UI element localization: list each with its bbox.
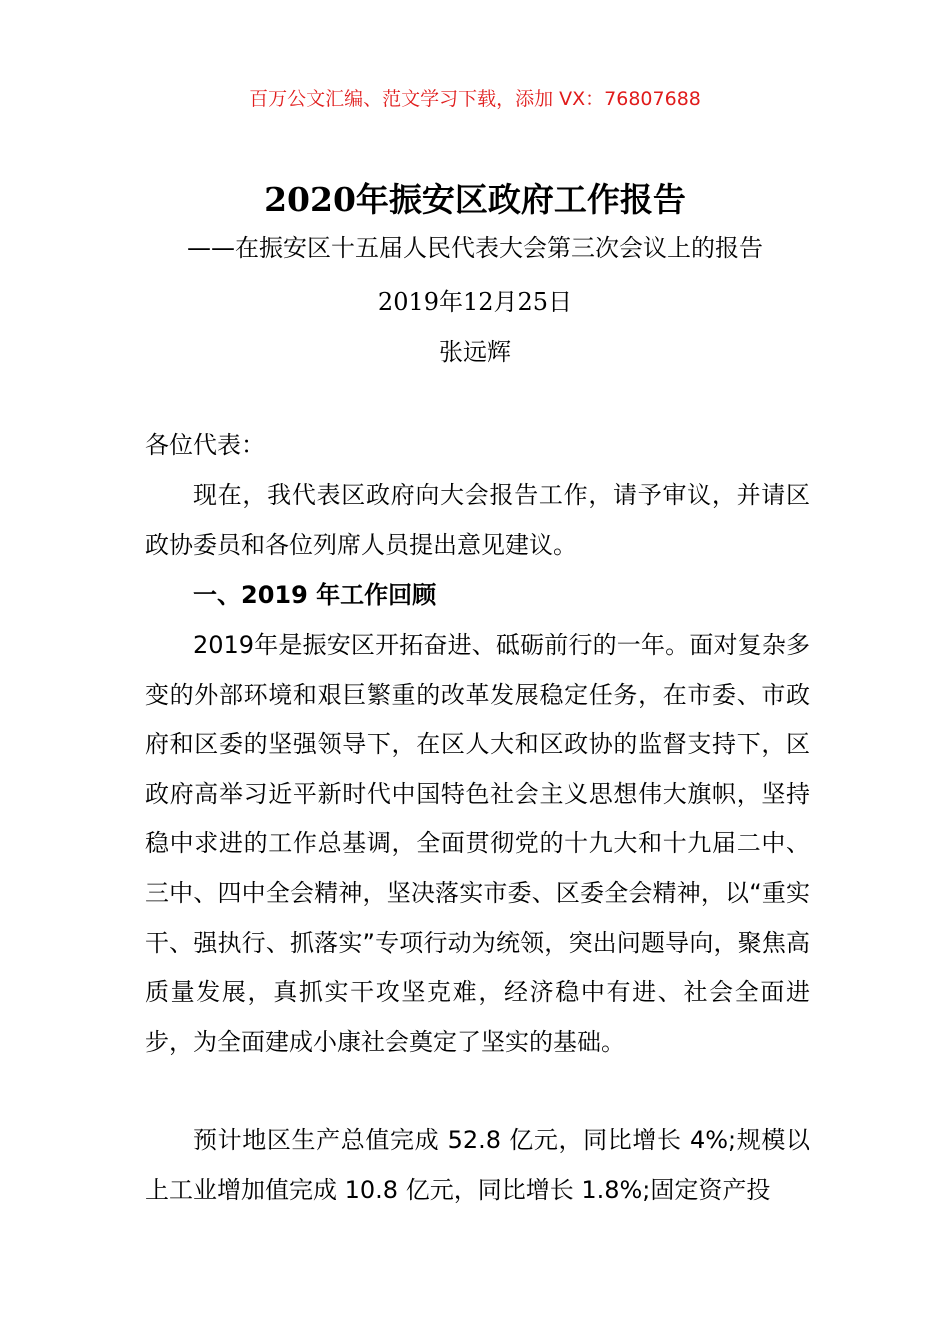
paragraph-intro: 现在，我代表区政府向大会报告工作，请予审议，并请区政协委员和各位列席人员提出意见建议。 [145, 481, 810, 559]
section-heading: 一、2019 年工作回顾 [193, 581, 437, 609]
document-date: 2019年12月25日 [377, 288, 573, 316]
paragraph-review: 2019年是振安区开拓奋进、砥砺前行的一年。面对复杂多变的外部环境和艰巨繁重的改革发展稳定任务，在市委、市政府和区委的坚强领导下，在区人大和区政协的监督支持下，区政府高举习近平新时代中国特色社会主义思想伟大旗帜，坚持稳中求进的工作总基调，全面贯彻党的十九大和十九届二中、三中、四中全会精神，坚决落实市委、区委全会精神，以“重实干、强执行、抓落实”专项行动为统领，突出问题导向，聚焦高质量发展，真抓实干攻坚克难，经济稳中有进、社会全面进步，为全面建成小康社会奠定了坚实的基础。 [145, 631, 810, 1056]
watermark-banner: 百万公文汇编、范文学习下载，添加 VX：76807688 [249, 88, 701, 110]
paragraph-statistics: 预计地区生产总值完成 52.8 亿元，同比增长 4%;规模以上工业增加值完成 10.8 亿元，同比增长 1.8%;固定资产投 [145, 1126, 810, 1204]
salutation: 各位代表： [145, 431, 265, 459]
document-title: 2020年振安区政府工作报告 [264, 180, 686, 219]
document-subtitle: ——在振安区十五届人民代表大会第三次会议上的报告 [187, 234, 763, 262]
document-author: 张远辉 [439, 338, 511, 366]
